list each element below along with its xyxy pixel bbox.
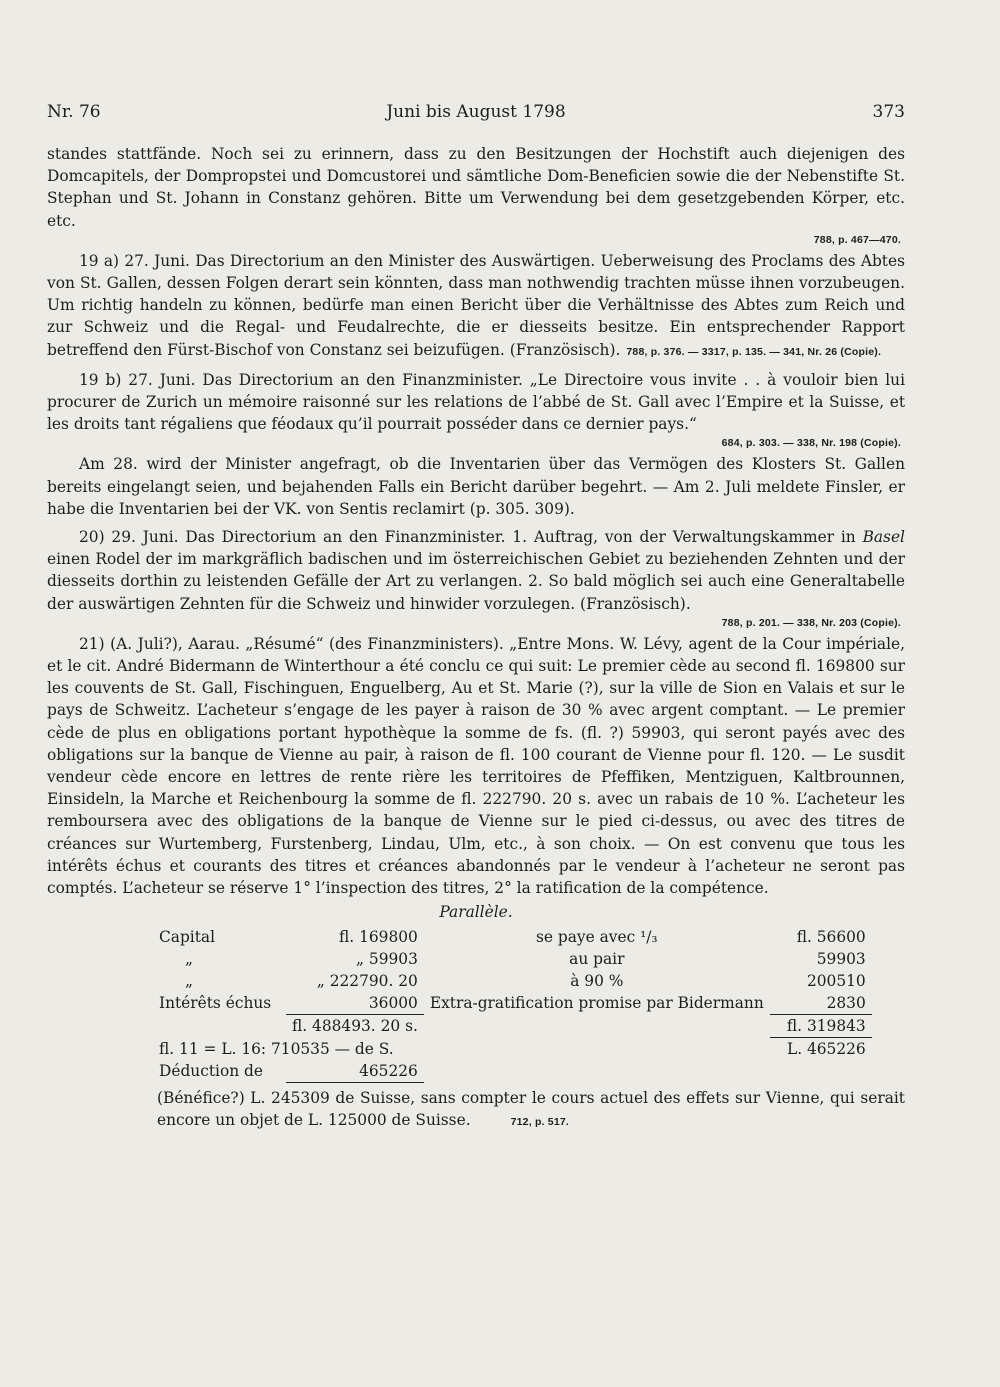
row-result: 200510 [806,971,866,990]
final-note-text: (Bénéfice?) L. 245309 de Suisse, sans compter le cours actuel des effets sur Vienne, qui serait encore un objet de L. 125000 de Suisse. [157,1088,905,1129]
row-result: 59903 [816,949,866,968]
document-number: Nr. 76 [47,102,101,122]
parallele-heading: Parallèle. [439,903,513,922]
table-row [157,970,872,992]
entry-20-place: Basel [862,528,905,547]
row-label: „ [185,949,193,968]
deduction-value: 465226 [286,1060,424,1083]
total-row [157,1014,872,1037]
intro-reference: 788, p. 467—470. [813,233,901,246]
row-condition: Extra-gratification promise par Bidermann [429,994,764,1012]
entry-19b: 19 b) 27. Juni. Das Directorium an den Finanzminister. „Le Directoire vous invite . . à vouloir bien lui procurer de Zurich un mémoire raisonné sur les relations de l’abbé de St. Gall avec l’Empire et la Suisse, et les droits tant régaliens que féodaux qu’il pourrait posséder dans ce dernier pays.“ [47,370,905,434]
running-title: Juni bis August 1798 [386,102,566,122]
row-amount: fl. 169800 [339,927,418,946]
entry-am-28: Am 28. wird der Minister angefragt, ob die Inventarien über das Vermögen des Klosters St. Gallen bereits eingelangt seien, und bejahenden Falls ein Bericht darüber begehrt. — Am 2. Juli meldete Finsler, er habe die Inventarien bei der VK. von Sentis reclamirt (p. 305. 309). [47,455,905,518]
conversion-row [157,1037,872,1060]
conversion-result: L. 465226 [770,1037,872,1060]
table-row [157,948,872,970]
row-amount: „ 222790. 20 [316,971,418,990]
row-amount: „ 59903 [356,949,418,968]
deduction-label: Déduction de [159,1062,263,1080]
parallele-table [157,926,872,1083]
row-condition: se paye avec ¹/₃ [535,927,658,946]
total-amount: fl. 488493. 20 s. [286,1014,424,1037]
entry-19a-text: 19 a) 27. Juni. Das Directorium an den Minister des Auswärtigen. Ueberweisung des Proclams des Abtes von St. Gallen, dessen Folgen derart sein könnten, dass man nothwendig trachten müsse ihnen vorzubeugen. Um richtig handeln zu können, bedürfe man einen Bericht über die Verhältnisse des Abtes zum Reich und zur Schweiz und die Regal- und Feudalrechte, die er diesseits besitze. Ein entsprechender Rapport betreffend den Fürst-Bischof von Constanz sei beizufügen. (Französisch). [47,251,905,359]
entry-19a-reference: 788, p. 376. — 3317, p. 135. — 341, Nr. 26 (Copie). [626,345,882,358]
entry-21: 21) (A. Juli?), Aarau. „Résumé“ (des Finanzministers). „Entre Mons. W. Lévy, agent de la Cour impériale, et le cit. André Bidermann de Winterthour a été conclu ce qui suit: Le premier cède au second fl. 169800 sur les couvents de St. Gall, Fischinguen, Enguelberg, Au et St. Marie (?), sur la ville de Sion en Valais et sur le pays de Schweitz. L’acheteur s’engage de les payer à raison de 30 % avec argent comptant. — Le premier cède de plus en obligations portant hypothèque la somme de fs. (fl. ?) 59903, qui seront payés avec des obligations sur la banque de Vienne au pair, à raison de fl. 100 courant de Vienne pour fl. 120. — Le susdit vendeur cède encore en lettres de rente rière les territoires de Pfeffiken, Mentziguen, Kaltbrounnen, Einsideln, la Marche et Reichenbourg la somme de fl. 222790. 20 s. avec un rabais de 10 %. L’acheteur les remboursera avec des obligations de la banque de Vienne sur le pied ci-dessus, ou avec des titres de créances sur Wurtemberg, Furstenberg, Lindau, Ulm, etc., à son choix. — On est convenu que tous les intérêts échus et courants des titres et créances abandonnés par le vendeur à l’acheteur ne seront pas comptés. L’acheteur se réserve 1° l’inspection des titres, 2° la ratification de la compétence. [47,634,905,898]
final-note-reference: 712, p. 517. [510,1115,570,1128]
row-amount: 36000 [368,993,418,1012]
row-condition: au pair [569,949,625,968]
page-body [47,143,905,1133]
entry-20 [47,526,905,615]
row-result: 2830 [826,993,866,1012]
final-note [157,1087,905,1133]
row-condition: à 90 % [570,971,624,990]
intro-paragraph: standes stattfände. Noch sei zu erinnern, dass zu den Besitzungen der Hochstift auch diejenigen des Domcapitels, der Dompropstei und Domcustorei und sämtliche Dom-Beneficien sowie die der Nebenstifte St. Stephan und St. Johann in Constanz gehören. Bitte um Verwendung bei dem gesetzgebenden Körper, etc. etc. [47,145,905,230]
entry-20-text-a: 20) 29. Juni. Das Directorium an den Finanzminister. 1. Auftrag, von der Verwaltungskammer in [79,528,856,547]
row-result: fl. 56600 [796,927,866,946]
row-label: Capital [159,927,216,946]
table-row [157,926,872,948]
entry-20-text-b: einen Rodel der im markgräflich badischen und im österreichischen Gebiet zu beziehenden Zehnten und der diesseits dorthin zu leistenden Gefälle der Art zu verlangen. 2. So bald möglich sei auch eine Generaltabelle der auswärtigen Zehnten für die Schweiz und hinwider vorzulegen. (Französisch). [47,550,905,613]
entry-19a [47,250,905,363]
conversion-label: fl. 11 = L. 16: 710535 — de S. [159,1039,394,1058]
row-label: Intérêts échus [159,994,272,1012]
entry-19b-reference: 684, p. 303. — 338, Nr. 198 (Copie). [721,437,901,450]
entry-20-reference: 788, p. 201. — 338, Nr. 203 (Copie). [721,616,901,629]
page-header [47,102,905,124]
row-label: „ [185,971,193,990]
table-row [157,992,872,1015]
page-number: 373 [872,102,905,122]
total-result: fl. 319843 [770,1014,872,1037]
deduction-row [157,1060,872,1083]
